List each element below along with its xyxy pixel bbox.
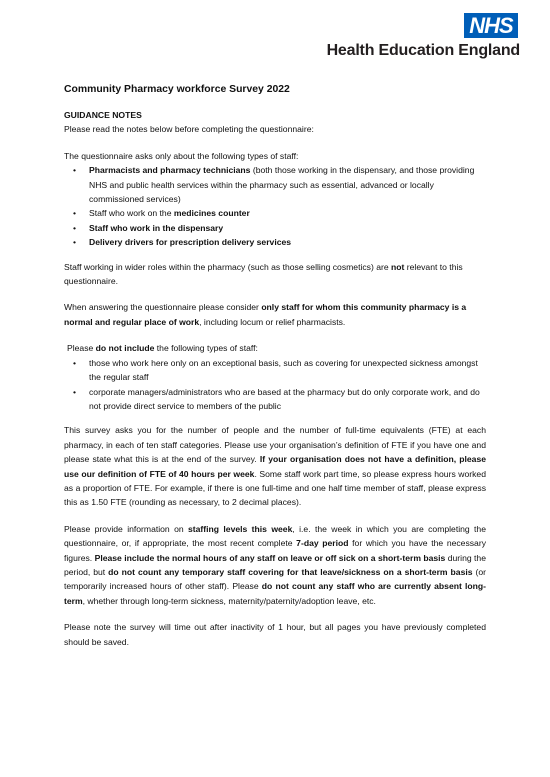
- list-item: • Staff who work on the medicines counter: [64, 206, 486, 220]
- nhs-logo: NHS: [464, 13, 518, 38]
- fte-paragraph: This survey asks you for the number of people and the number of full-time equivalents (FTE) at each pharmacy, in each of ten staff categories. Please use your organisation’s definition of FTE if you have one and please state what this is at the end of the survey. If your organisation does not have a definition, please use our definition of FTE of 40 hours per week. Some staff work part time, so please express hours worked as a proportion of FTE. For example, if there is one full-time and one half time member of staff, please express this as 1.50 FTE (rounding as necessary, to 2 decimal places).: [64, 425, 487, 508]
- document-title: Community Pharmacy workforce Survey 2022: [64, 84, 290, 95]
- list-item: • corporate managers/administrators who are based at the pharmacy but do only corporate work, and do not provide direct service to members of the public: [64, 385, 486, 414]
- staff-types-intro: The questionnaire asks only about the following types of staff:: [64, 150, 299, 161]
- staff-types-list: [64, 163, 486, 249]
- exclude-intro: Please do not include the following types of staff:: [67, 343, 258, 354]
- consider-paragraph: When answering the questionnaire please consider only staff for whom this community pharmacy is a normal and regular place of work, including locum or relief pharmacists.: [64, 302, 467, 327]
- wider-roles-paragraph: Staff working in wider roles within the pharmacy (such as those selling cosmetics) are not relevant to this questionnaire.: [64, 261, 463, 287]
- document-body: [64, 83, 486, 661]
- staffing-paragraph: Please provide information on staffing levels this week, i.e. the week in which you are completing the questionnaire, or, if appropriate, the most recent complete 7-day period for which you have the necessary figures. Please include the normal hours of any staff on leave or off sick on a short-term basis during the period, but do not count any temporary staff covering for that leave/sickness on a short-term basis (or temporarily increased hours of other staff). Please do not count any staff who are currently absent long-term, whether through long-term sickness, maternity/paternity/adoption leave, etc.: [64, 523, 487, 606]
- list-item: • Pharmacists and pharmacy technicians (both those working in the dispensary, and those providing NHS and public health services within the pharmacy such as essential, advanced or locally commissioned services): [64, 163, 486, 206]
- guidance-heading: GUIDANCE NOTES: [64, 110, 142, 120]
- timeout-paragraph: Please note the survey will time out after inactivity of 1 hour, but all pages you have previously completed should be saved.: [64, 622, 486, 647]
- organisation-name: Health Education England: [326, 42, 520, 59]
- list-item: • Staff who work in the dispensary: [64, 221, 486, 235]
- guidance-intro: Please read the notes below before completing the questionnaire:: [64, 124, 314, 135]
- list-item: • those who work here only on an exceptional basis, such as covering for unexpected sickness amongst the regular staff: [64, 356, 486, 385]
- exclude-list: [64, 356, 486, 414]
- list-item: • Delivery drivers for prescription delivery services: [64, 235, 486, 249]
